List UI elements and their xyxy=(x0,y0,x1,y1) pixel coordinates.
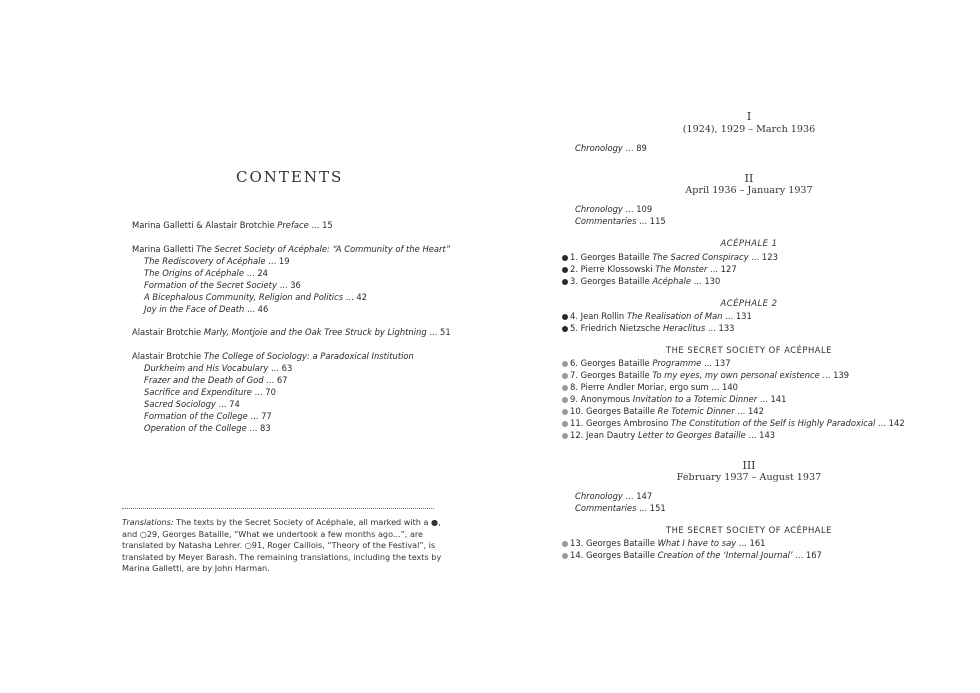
grey-dot-icon xyxy=(562,541,568,547)
toc-subentry: Formation of the College ... 77 xyxy=(144,411,272,421)
translations-label: Translations: xyxy=(122,517,174,527)
toc-subentry: Sacrifice and Expenditure ... 70 xyxy=(144,387,276,397)
toc-entry: 6. Georges Bataille Programme ... 137 xyxy=(562,357,731,369)
section-number: I xyxy=(746,110,752,123)
toc-entry: 4. Jean Rollin The Realisation of Man ... 131 xyxy=(562,310,752,322)
toc-entry-college xyxy=(132,350,414,362)
toc-entry: 3. Georges Bataille Acéphale ... 130 xyxy=(562,275,720,287)
solid-dot-icon xyxy=(562,279,568,285)
toc-subentry: Joy in the Face of Death ... 46 xyxy=(144,304,269,314)
translations-note xyxy=(122,517,452,575)
section-dates: April 1936 – January 1937 xyxy=(685,185,813,196)
toc-entry: 8. Pierre Andler Moriar, ergo sum ... 140 xyxy=(562,381,738,393)
toc-entry: 13. Georges Bataille What I have to say ... 161 xyxy=(562,537,765,549)
toc-item: Chronology ... 147 xyxy=(575,491,653,501)
solid-dot-icon xyxy=(562,255,568,261)
section-number: II xyxy=(744,172,754,185)
grey-dot-icon xyxy=(562,421,568,427)
toc-subentry: The Rediscovery of Acéphale ... 19 xyxy=(144,256,290,266)
toc-subentry: Formation of the Secret Society ... 36 xyxy=(144,280,301,290)
toc-entry: 9. Anonymous Invitation to a Totemic Dinner ... 141 xyxy=(562,393,786,405)
toc-subentry: A Bicephalous Community, Religion and Politics ... 42 xyxy=(144,292,368,302)
toc-entry: 5. Friedrich Nietzsche Heraclitus ... 133 xyxy=(562,322,735,334)
grey-dot-icon xyxy=(562,433,568,439)
grey-dot-icon xyxy=(562,385,568,391)
toc-entry: 10. Georges Bataille Re Totemic Dinner ... 142 xyxy=(562,405,764,417)
toc-title: The Secret Society of Acéphale: “A Community of the Heart” xyxy=(196,244,451,254)
toc-entry: 1. Georges Bataille The Sacred Conspiracy ... 123 xyxy=(562,251,778,263)
group-heading: THE SECRET SOCIETY OF ACÉPHALE xyxy=(666,525,832,535)
group-heading: ACÉPHALE 1 xyxy=(720,238,778,248)
toc-entry: 7. Georges Bataille To my eyes, my own personal existence ... 139 xyxy=(562,369,849,381)
section-dates: February 1937 – August 1937 xyxy=(676,472,822,483)
grey-dot-icon xyxy=(562,397,568,403)
grey-dot-icon xyxy=(562,553,568,559)
toc-title: The College of Sociology: a Paradoxical Institution xyxy=(203,351,414,361)
toc-entry-marly xyxy=(132,326,451,338)
toc-entry-preface xyxy=(132,219,333,231)
toc-entry-galletti xyxy=(132,243,450,255)
grey-dot-icon xyxy=(562,373,568,379)
section-dates: (1924), 1929 – March 1936 xyxy=(682,124,816,135)
toc-title: Preface xyxy=(277,220,309,230)
group-heading: THE SECRET SOCIETY OF ACÉPHALE xyxy=(666,345,832,355)
toc-page: ... 15 xyxy=(308,220,333,230)
toc-entry: 11. Georges Ambrosino The Constitution of the Self is Highly Paradoxical ... 142 xyxy=(562,417,905,429)
toc-subentry: Frazer and the Death of God ... 67 xyxy=(144,375,288,385)
toc-author: Alastair Brotchie xyxy=(132,327,202,337)
footnote-separator xyxy=(122,508,434,509)
solid-dot-icon xyxy=(562,267,568,273)
group-heading: ACÉPHALE 2 xyxy=(720,298,778,308)
solid-dot-icon xyxy=(562,314,568,320)
toc-entry: 12. Jean Dautry Letter to Georges Bataille ... 143 xyxy=(562,429,775,441)
toc-entry: 14. Georges Bataille Creation of the ‘Internal Journal’ ... 167 xyxy=(562,549,822,561)
toc-subentry: Durkheim and His Vocabulary ... 63 xyxy=(144,363,293,373)
toc-author: Marina Galletti & Alastair Brotchie xyxy=(132,220,275,230)
toc-subentry: Operation of the College ... 83 xyxy=(144,423,271,433)
toc-item: Commentaries ... 115 xyxy=(575,216,666,226)
toc-item: Commentaries ... 151 xyxy=(575,503,666,513)
toc-subentry: The Origins of Acéphale ... 24 xyxy=(144,268,269,278)
toc-page: ... 51 xyxy=(426,327,451,337)
toc-entry: 2. Pierre Klossowski The Monster ... 127 xyxy=(562,263,737,275)
grey-dot-icon xyxy=(562,409,568,415)
toc-item: Chronology ... 109 xyxy=(575,204,653,214)
toc-item: Chronology ... 89 xyxy=(575,143,647,153)
toc-author: Marina Galletti xyxy=(132,244,194,254)
section-number: III xyxy=(742,459,756,472)
grey-dot-icon xyxy=(562,361,568,367)
solid-dot-icon xyxy=(562,326,568,332)
toc-author: Alastair Brotchie xyxy=(132,351,202,361)
toc-subentry: Sacred Sociology ... 74 xyxy=(144,399,240,409)
toc-title: Marly, Montjoie and the Oak Tree Struck by Lightning xyxy=(203,327,427,337)
contents-title: CONTENTS xyxy=(236,168,344,186)
translations-text: The texts by the Secret Society of Acéphale, all marked with a ●, and ○29, Georges Bataille, “What we undertook a few months ago...”, are translated by Natasha Lehrer. ○91, Roger Caillois, “Theory of the Festival”, is translated by Meyer Barash. The remaining translations, including the texts by Marina Galletti, are by John Harman. xyxy=(122,517,442,573)
